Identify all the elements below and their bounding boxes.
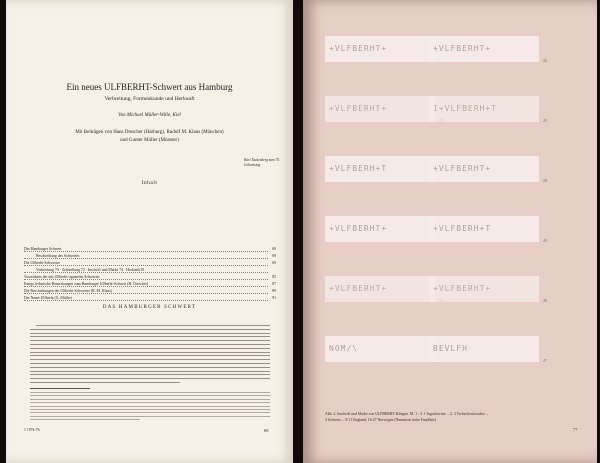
body-text-line	[30, 355, 270, 356]
toc-entry-label: Einige technische Bemerkungen zum Hamburger Ulfberht-Schwert (H. Drescher)	[24, 282, 149, 286]
inscription-plate	[325, 156, 435, 182]
body-text-line	[30, 371, 270, 372]
toc-entry-label: Die Beschriftungen der Ulfberht-Schwerter (R. M. Klaus)	[24, 289, 112, 293]
inscription-plate	[325, 276, 435, 302]
inscription-text: BEVLFH	[433, 344, 468, 353]
toc-entry-page: 89	[272, 289, 276, 293]
footnote-line	[30, 392, 270, 393]
contributors-line-2: und Gunter Müller (Münster)	[120, 138, 179, 143]
inscription-text: NOM/\	[329, 344, 359, 353]
plate-number: 22	[543, 58, 547, 63]
toc-entry	[24, 282, 276, 288]
toc-entry-page: 85	[272, 275, 276, 279]
inscription-text: +VLFBERHT+	[329, 104, 388, 113]
toc-entry	[24, 247, 276, 253]
figure-caption-line-1: Abb. 2. Inschrift und Marke von ULFBERHT-Klingen. M. 1 : 3. 1 Jugoslawien. – 2, 3 Tschechoslowakei. –	[325, 412, 489, 416]
toc-entry-page: 69	[272, 254, 276, 258]
toc-entry-label: Verbreitung 70 · Zeitstellung 72 · Inschrift und Marke 74 · Herkunft 81	[36, 268, 145, 272]
inscription-plate	[429, 336, 539, 362]
inscription-text: +VLFBERHT+	[329, 224, 388, 233]
inscription-text: +VLFBERH+T	[329, 164, 388, 173]
footnote-line	[30, 399, 270, 400]
figure-caption-line-2: 4 Schweiz. – 8-11 England. 16-27 Norwegen (Nummern siehe Fundliste).	[325, 418, 438, 422]
body-text-line	[36, 325, 270, 326]
page-footer: 1 1974-76	[24, 428, 40, 432]
footnote-line	[30, 409, 270, 410]
page-number: 77	[573, 427, 578, 432]
dedication: Kurt Tackenberg zum 70. Geburtstag	[244, 158, 281, 167]
inscription-text: I+VLFBERH+T	[433, 104, 497, 113]
body-text-line	[30, 340, 270, 341]
inscription-text: +VLFBERHT+	[329, 284, 388, 293]
body-text-line	[30, 374, 270, 375]
body-text-line	[30, 329, 270, 330]
inscription-text: +VLFBERHT+	[433, 164, 492, 173]
toc-entry	[24, 254, 276, 260]
toc-entry	[24, 296, 276, 302]
right-page	[303, 0, 597, 463]
body-text-line	[30, 367, 270, 368]
contributors-line-1: Mit Beiträgen von Hans Drescher (Harburg), Rudolf M. Klaus (München)	[75, 130, 224, 135]
footnote-line	[30, 402, 270, 403]
footnote-rule	[30, 388, 90, 389]
inscription-text: +VLFBERH+T	[433, 224, 492, 233]
article-subtitle: Verbreitung, Formenkunde und Herkunft	[104, 96, 195, 102]
inscription-plate	[429, 96, 539, 122]
plate-number: 27	[543, 358, 547, 363]
plate-number: 26	[543, 298, 547, 303]
plate-number: 24	[543, 178, 547, 183]
toc-entry	[24, 275, 276, 281]
toc-entry-label: Der Name Ulfberht (G. Müller)	[24, 296, 72, 300]
footnote-line	[30, 419, 140, 420]
inscription-plate	[429, 216, 539, 242]
article-title: Ein neues ULFBERHT-Schwert aus Hamburg	[66, 82, 233, 92]
footnote-line	[30, 412, 270, 413]
inscription-plate	[429, 276, 539, 302]
footnote-line	[30, 395, 270, 396]
toc-heading: Inhalt	[141, 180, 158, 186]
body-text-line	[30, 359, 270, 360]
toc-entry-label: Verzeichnis der mit Ulfberht signierten Schwerter	[24, 275, 100, 279]
inscription-plate	[429, 156, 539, 182]
inscription-plate	[325, 336, 435, 362]
body-text-line	[30, 352, 270, 353]
toc-entry-label: Die Ulfberht-Schwerter	[24, 261, 60, 265]
toc-entry	[24, 268, 276, 274]
toc-entry	[24, 261, 276, 267]
body-text-line	[30, 363, 270, 364]
inscription-text: +VLFBERHT+	[433, 284, 492, 293]
body-text-line	[30, 378, 270, 379]
toc-entry-page: 69	[272, 247, 276, 251]
footnote-line	[30, 416, 270, 417]
plate-number: 25	[543, 238, 547, 243]
toc-entry	[24, 289, 276, 295]
toc-entry-page: 69	[272, 261, 276, 265]
inscription-plate	[429, 36, 539, 62]
body-text-line	[30, 333, 270, 334]
body-text-line	[30, 382, 180, 383]
inscription-text: +VLFBERHT+	[433, 44, 492, 53]
inscription-plate	[325, 96, 435, 122]
toc-entry-label: Beschreibung des Schwertes	[36, 254, 80, 258]
section-heading: DAS HAMBURGER SCHWERT	[102, 305, 197, 310]
inscription-plate	[325, 36, 435, 62]
inscription-plate	[325, 216, 435, 242]
toc-entry-page: 91	[272, 296, 276, 300]
body-text-line	[30, 336, 270, 337]
toc-entry-label: Das Hamburger Schwert	[24, 247, 62, 251]
plate-number: 23	[543, 118, 547, 123]
footnote-line	[30, 406, 270, 407]
body-text-line	[30, 344, 270, 345]
inscription-text: +VLFBERHT+	[329, 44, 388, 53]
article-author: Von Michael Müller-Wille, Kiel	[118, 113, 181, 118]
toc-entry-page: 87	[272, 282, 276, 286]
page-number: 69	[264, 428, 269, 433]
body-text-line	[30, 348, 270, 349]
left-page	[6, 0, 293, 463]
